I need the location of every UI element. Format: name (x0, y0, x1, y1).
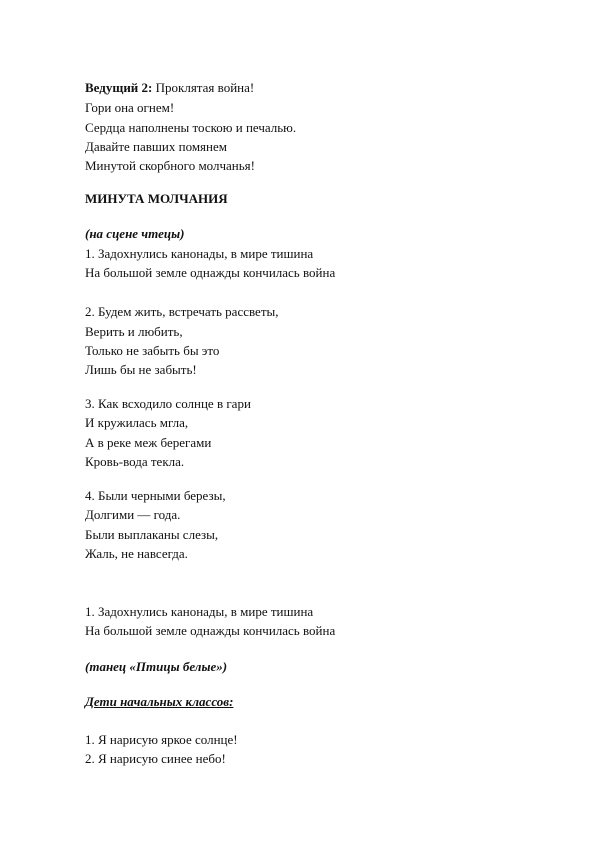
host-line-1-text: Проклятая война! (152, 80, 255, 95)
verse4-line1: 4. Были черными березы, (85, 488, 226, 503)
host-line-5: Минутой скорбного молчанья! (85, 158, 255, 173)
stage-note-readers: (на сцене чтецы) (85, 226, 185, 241)
verse3-line3: А в реке меж берегами (85, 435, 212, 450)
children-line2: 2. Я нарисую синее небо! (85, 751, 226, 766)
verse4-line4: Жаль, не навсегда. (85, 546, 188, 561)
verse2-line3: Только не забыть бы это (85, 343, 220, 358)
verse4-line2: Долгими — года. (85, 507, 181, 522)
verse1-repeat-line2: На большой земле однажды кончилась война (85, 623, 336, 638)
verse3-line1: 3. Как всходило солнце в гари (85, 396, 251, 411)
verse3-line4: Кровь-вода текла. (85, 454, 185, 469)
verse2-line2: Верить и любить, (85, 324, 183, 339)
host-line-2: Гори она огнем! (85, 100, 175, 115)
verse2-line1: 2. Будем жить, встречать рассветы, (85, 304, 279, 319)
children-line1: 1. Я нарисую яркое солнце! (85, 732, 238, 747)
stage-note-dance: (танец «Птицы белые») (85, 659, 228, 674)
verse1-repeat-line1: 1. Задохнулись канонады, в мире тишина (85, 604, 314, 619)
speaker-label: Ведущий 2: (85, 80, 153, 95)
verse3-line2: И кружилась мгла, (85, 415, 189, 430)
verse1-line1: 1. Задохнулись канонады, в мире тишина (85, 246, 314, 261)
verse1-line2: На большой земле однажды кончилась война (85, 265, 336, 280)
section-heading-silence: МИНУТА МОЛЧАНИЯ (85, 191, 228, 206)
host-line-4: Давайте павших помянем (85, 139, 227, 154)
verse4-line3: Были выплаканы слезы, (85, 527, 219, 542)
host-line-1 (85, 80, 254, 96)
host-line-3: Сердца наполнены тоскою и печалью. (85, 120, 297, 135)
section-heading-children: Дети начальных классов: (85, 694, 234, 709)
verse2-line4: Лишь бы не забыть! (85, 362, 197, 377)
